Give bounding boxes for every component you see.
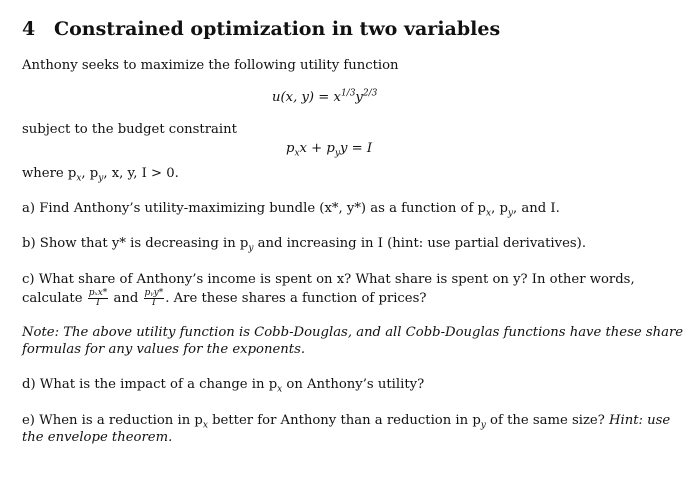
question-a-end: , and I. bbox=[512, 201, 560, 216]
where-start: where p bbox=[22, 166, 77, 181]
utility-exponent-y: 2/3 bbox=[362, 88, 378, 99]
question-e-hint: Hint: use bbox=[608, 413, 671, 428]
where-sub-x: x bbox=[76, 173, 82, 184]
question-a bbox=[22, 201, 560, 218]
utility-equation bbox=[272, 90, 377, 105]
where-mid: , p bbox=[81, 166, 99, 181]
constraint-end: y = I bbox=[339, 141, 373, 156]
question-c-calc: calculate bbox=[22, 291, 83, 306]
constraint-p1: p bbox=[286, 141, 295, 156]
section-number: 4 bbox=[22, 18, 36, 40]
share-fraction-x bbox=[88, 289, 109, 308]
where-end: , x, y, I > 0. bbox=[103, 166, 179, 181]
question-a-sub-y: y bbox=[507, 208, 513, 219]
constraint-intro: subject to the budget constraint bbox=[22, 122, 237, 137]
where-sub-y: y bbox=[98, 173, 104, 184]
question-e-end: of the same size? bbox=[485, 413, 609, 428]
where-clause bbox=[22, 166, 179, 183]
intro-text: Anthony seeks to maximize the following utility function bbox=[22, 58, 399, 73]
question-c-line2 bbox=[22, 289, 426, 308]
question-e-line1 bbox=[22, 413, 670, 430]
question-a-sub-x: x bbox=[485, 208, 492, 219]
question-d-end: on Anthony’s utility? bbox=[282, 377, 425, 392]
utility-y: y bbox=[355, 90, 363, 105]
constraint-sub-y: y bbox=[334, 148, 340, 159]
question-d bbox=[22, 377, 424, 394]
question-d-text: d) What is the impact of a change in p bbox=[22, 377, 278, 392]
question-e-mid: better for Anthony than a reduction in p bbox=[207, 413, 481, 428]
share-y-denominator: I bbox=[152, 298, 156, 308]
utility-exponent-x: 1/3 bbox=[340, 88, 356, 99]
question-c-line1: c) What share of Anthony’s income is spent on x? What share is spent on y? In other words, bbox=[22, 272, 635, 287]
question-c-end: . Are these shares a function of prices? bbox=[165, 291, 427, 306]
note-line2: formulas for any values for the exponents. bbox=[22, 342, 306, 357]
share-x-denominator: I bbox=[96, 298, 100, 308]
budget-constraint bbox=[286, 141, 373, 159]
constraint-sub-x: x bbox=[294, 148, 300, 159]
question-b-sub-y: y bbox=[248, 243, 254, 254]
question-a-mid: , p bbox=[491, 201, 508, 216]
question-b bbox=[22, 236, 586, 253]
share-fraction-y bbox=[144, 289, 165, 308]
section-title: Constrained optimization in two variables bbox=[54, 18, 501, 40]
share-y-numerator: pᵧy* bbox=[144, 288, 164, 298]
question-b-text: b) Show that y* is decreasing in p bbox=[22, 236, 249, 251]
note-line1: Note: The above utility function is Cobb-Douglas, and all Cobb-Douglas functions have these share bbox=[22, 325, 684, 340]
question-e-sub-y: y bbox=[480, 420, 486, 431]
constraint-mid: x + p bbox=[299, 141, 335, 156]
question-a-text: a) Find Anthony’s utility-maximizing bundle (x*, y*) as a function of p bbox=[22, 201, 486, 216]
question-e-start: e) When is a reduction in p bbox=[22, 413, 203, 428]
question-e-sub-x: x bbox=[202, 420, 208, 431]
share-x-numerator: pₓx* bbox=[88, 288, 108, 298]
question-d-sub-x: x bbox=[277, 384, 283, 395]
question-e-line2: the envelope theorem. bbox=[22, 430, 173, 445]
utility-lhs: u(x, y) = x bbox=[272, 90, 341, 105]
section-heading bbox=[22, 18, 500, 40]
question-c-and: and bbox=[113, 291, 139, 306]
question-b-end: and increasing in I (hint: use partial derivatives). bbox=[253, 236, 587, 251]
